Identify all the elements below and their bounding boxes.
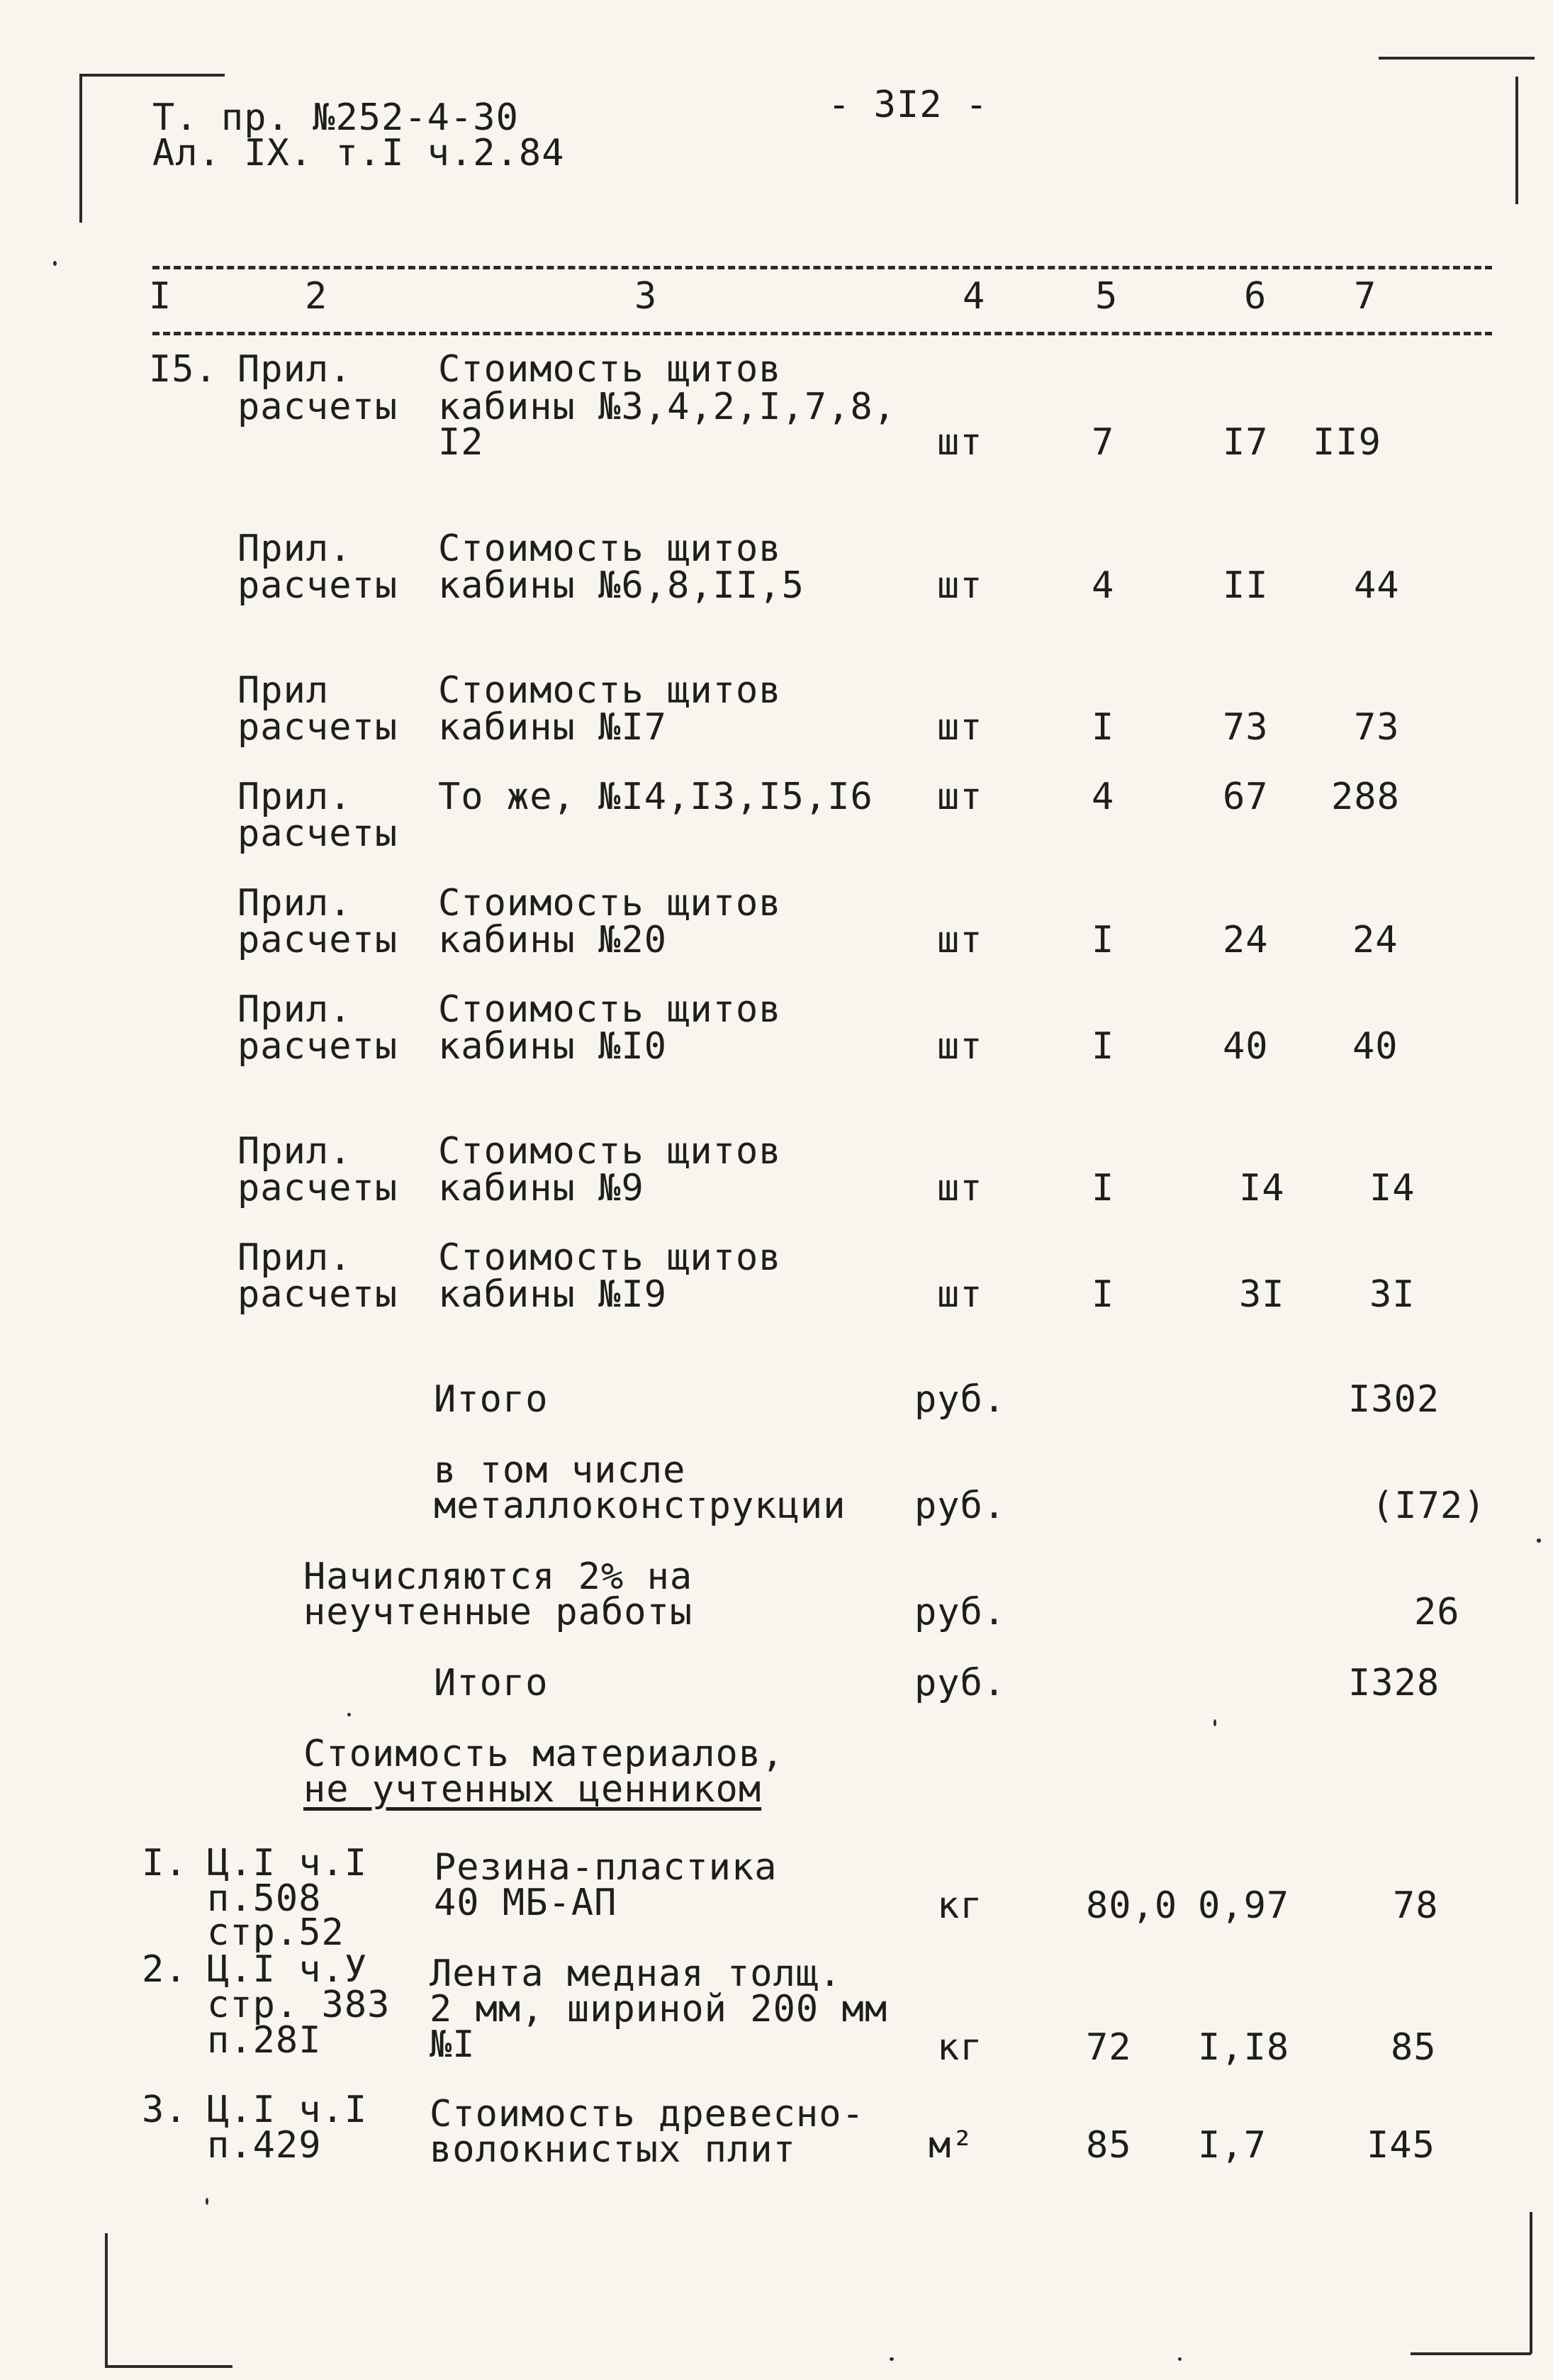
row-description: кабины №I9 [438,1273,668,1316]
column-header-6: 6 [1244,275,1267,318]
scan-speck [1213,1719,1216,1726]
corner-mark-top-left-vertical [79,74,82,223]
row-description: Стоимость щитов [438,348,782,391]
row-unit: шт [937,1167,983,1209]
row-basis: Прил. [237,1236,352,1279]
row-quantity: I [1092,1025,1115,1068]
material-basis: стр. 383 [207,1984,391,2026]
subtotal-label: Итого [434,1378,549,1421]
row-description: Стоимость щитов [438,882,782,924]
row-total: II9 [1313,421,1381,464]
scan-speck [347,1713,351,1716]
row-basis: расчеты [237,386,398,428]
material-price: I,I8 [1198,2026,1290,2069]
row-price: 67 [1223,776,1269,818]
material-description: 40 МБ-АП [434,1882,617,1924]
row-unit: шт [937,706,983,749]
row-description: кабины №I0 [438,1025,668,1068]
row-total: 24 [1352,919,1398,961]
including-label-line1: в том числе [434,1449,686,1492]
row-unit: шт [937,776,983,818]
material-quantity: 72 [1086,2026,1132,2069]
row-basis: Прил. [237,882,352,924]
row-quantity: I [1092,1273,1115,1316]
row-quantity: I [1092,919,1115,961]
surcharge-label-line2: неучтенные работы [303,1591,693,1633]
material-basis: Ц.I ч.У [207,1948,368,1991]
material-basis: стр.52 [207,1911,344,1954]
material-number: 3. [142,2089,188,2131]
table-header-rule-bottom [152,332,1492,335]
material-total: 85 [1391,2026,1437,2069]
row-basis: Прил [237,669,330,712]
row-basis: расчеты [237,919,398,961]
material-total: 78 [1393,1884,1439,1927]
scan-speck [206,2198,208,2205]
row-quantity: 7 [1092,421,1115,464]
total-label: Итого [434,1662,549,1704]
material-unit: м² [929,2124,975,2167]
scan-speck [890,2357,894,2361]
row-unit: шт [937,564,983,607]
row-description: кабины №3,4,2,I,7,8, [438,386,897,428]
material-basis: п.429 [207,2124,322,2167]
subtotal-value: I302 [1348,1378,1440,1421]
row-total: I4 [1369,1167,1415,1209]
row-basis: Прил. [237,1130,352,1173]
row-basis: расчеты [237,1273,398,1316]
including-label-line2: металлоконструкции [434,1485,846,1527]
including-value: (I72) [1372,1485,1486,1527]
table-header-rule-top [152,266,1492,269]
material-description: Стоимость древесно- [430,2093,865,2135]
row-basis: расчеты [237,1167,398,1209]
scan-speck [1178,2357,1182,2361]
row-basis: расчеты [237,564,398,607]
row-price: 40 [1223,1025,1269,1068]
row-description: Стоимость щитов [438,527,782,570]
row-total: 3I [1369,1273,1415,1316]
row-unit: шт [937,1273,983,1316]
surcharge-label-line1: Начисляются 2% на [303,1555,693,1598]
row-description: Стоимость щитов [438,669,782,712]
row-number: I5. [149,348,218,391]
page-number: - 3I2 - [828,84,989,126]
row-quantity: 4 [1092,776,1115,818]
column-header-4: 4 [963,275,986,318]
materials-heading-line2: не учтенных ценником [303,1768,762,1811]
corner-mark-top-right-vertical [1515,77,1518,204]
row-basis: расчеты [237,812,398,855]
row-unit: шт [937,1025,983,1068]
row-price: II [1223,564,1269,607]
material-price: I,7 [1198,2124,1267,2167]
row-basis: Прил. [237,527,352,570]
column-header-3: 3 [634,275,658,318]
material-basis: п.508 [207,1877,322,1920]
column-header-5: 5 [1095,275,1119,318]
row-description: То же, №I4,I3,I5,I6 [438,776,873,818]
material-quantity: 85 [1086,2124,1132,2167]
row-price: 73 [1223,706,1269,749]
column-header-7: 7 [1354,275,1377,318]
material-unit: кг [937,1884,983,1927]
material-basis: Ц.I ч.I [207,1842,368,1884]
total-value: I328 [1348,1662,1440,1704]
materials-heading-line1: Стоимость материалов, [303,1733,785,1775]
scan-speck [53,261,57,266]
corner-mark-top-left [79,74,225,77]
scan-speck [1537,1538,1541,1543]
corner-mark-bottom-left [105,2365,232,2368]
row-description: Стоимость щитов [438,988,782,1031]
row-description: Стоимость щитов [438,1130,782,1173]
material-number: 2. [142,1948,188,1991]
row-total: 73 [1354,706,1400,749]
row-price: I7 [1223,421,1269,464]
total-unit: руб. [914,1662,1007,1704]
row-quantity: I [1092,1167,1115,1209]
material-quantity: 80,0 [1086,1884,1178,1927]
row-quantity: 4 [1092,564,1115,607]
row-basis: Прил. [237,988,352,1031]
row-description: кабины №20 [438,919,668,961]
row-basis: расчеты [237,1025,398,1068]
document-reference-line2: Ал. IX. т.I ч.2.84 [152,132,565,174]
document-reference-line1: Т. пр. №252-4-30 [152,96,519,139]
corner-mark-top-right [1379,57,1535,60]
row-description: Стоимость щитов [438,1236,782,1279]
row-price: 3I [1239,1273,1285,1316]
row-total: 44 [1354,564,1400,607]
row-total: 288 [1331,776,1400,818]
including-unit: руб. [914,1485,1007,1527]
material-price: 0,97 [1198,1884,1290,1927]
material-description: 2 мм, шириной 200 мм [430,1988,888,2030]
row-description: кабины №I7 [438,706,668,749]
row-total: 40 [1352,1025,1398,1068]
surcharge-value: 26 [1414,1591,1460,1633]
row-unit: шт [937,919,983,961]
row-basis: расчеты [237,706,398,749]
row-description: кабины №6,8,II,5 [438,564,804,607]
subtotal-unit: руб. [914,1378,1007,1421]
material-description: волокнистых плит [430,2128,796,2171]
corner-mark-bottom-right [1411,2352,1531,2355]
material-total: I45 [1367,2124,1435,2167]
row-price: I4 [1239,1167,1285,1209]
material-number: I. [142,1842,188,1884]
row-unit: шт [937,421,983,464]
surcharge-unit: руб. [914,1591,1007,1633]
material-description: Резина-пластика [434,1846,778,1889]
row-quantity: I [1092,706,1115,749]
row-basis: Прил. [237,348,352,391]
column-header-1: I [149,275,172,318]
row-description: I2 [438,421,484,464]
material-description: №I [430,2023,476,2066]
material-unit: кг [937,2026,983,2069]
column-header-2: 2 [305,275,328,318]
row-basis: Прил. [237,776,352,818]
material-description: Лента медная толщ. [430,1952,842,1995]
material-basis: Ц.I ч.I [207,2089,368,2131]
row-description: кабины №9 [438,1167,644,1209]
row-price: 24 [1223,919,1269,961]
material-basis: п.28I [207,2019,322,2062]
corner-mark-bottom-left-vertical [105,2233,108,2368]
corner-mark-bottom-right-vertical [1530,2212,1532,2354]
